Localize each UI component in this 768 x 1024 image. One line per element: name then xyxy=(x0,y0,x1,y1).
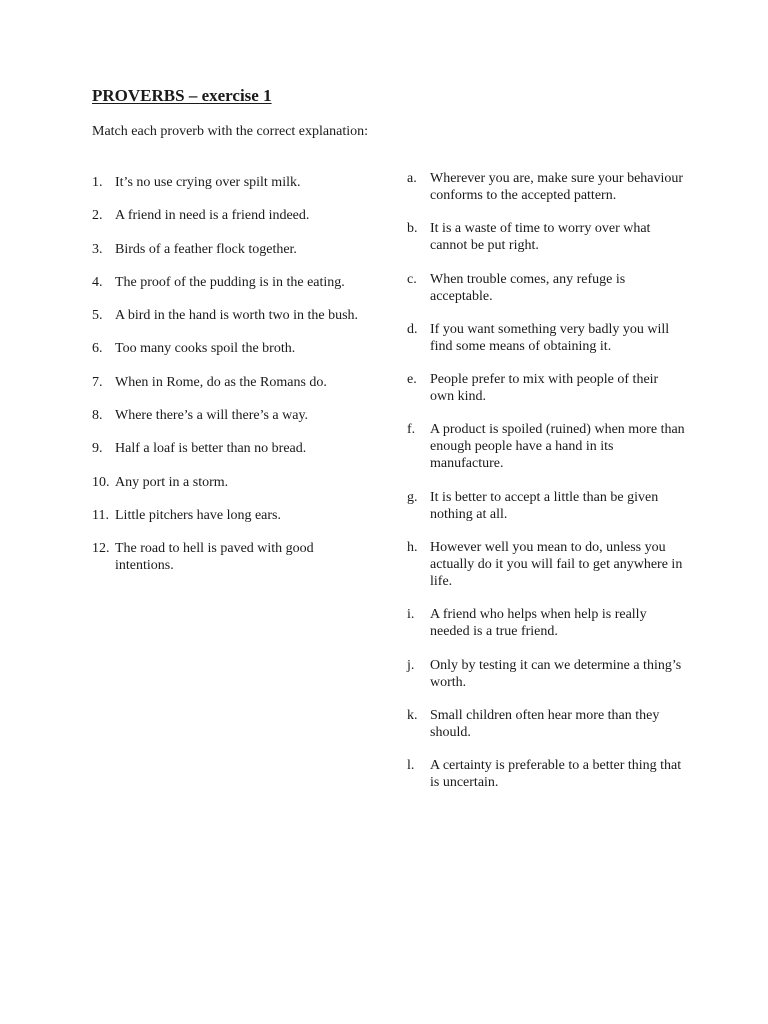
explanation-item xyxy=(407,220,685,254)
proverb-text: Any port in a storm. xyxy=(115,474,229,490)
explanation-item xyxy=(407,489,685,523)
explanation-text: When trouble comes, any refuge is acceptable. xyxy=(430,271,626,304)
proverb-text: When in Rome, do as the Romans do. xyxy=(115,374,327,390)
proverb-text: A friend in need is a friend indeed. xyxy=(115,208,310,224)
explanation-item xyxy=(407,170,685,204)
explanation-letter: a. xyxy=(407,171,417,186)
proverb-number: 11. xyxy=(92,507,109,523)
explanation-letter: l. xyxy=(407,758,415,774)
proverb-number: 2. xyxy=(92,208,103,224)
proverb-item xyxy=(92,540,360,574)
explanation-text: A certainty is preferable to a better thing that is uncertain. xyxy=(430,758,682,791)
proverb-text: A bird in the hand is worth two in the bush. xyxy=(115,308,359,324)
explanation-text: It is better to accept a little than be given nothing at all. xyxy=(430,489,659,522)
explanation-letter: g. xyxy=(407,489,418,505)
explanation-item xyxy=(407,657,685,691)
proverb-text: The road to hell is paved with good intentions. xyxy=(115,541,314,574)
explanation-item xyxy=(407,371,685,405)
explanation-letter: b. xyxy=(407,221,418,237)
explanation-letter: j. xyxy=(407,657,415,673)
proverb-item xyxy=(92,440,360,457)
explanation-text: Wherever you are, make sure your behaviour conforms to the accepted pattern. xyxy=(430,171,684,203)
explanation-text: A friend who helps when help is really needed is a true friend. xyxy=(430,607,647,640)
explanation-text: Only by testing it can we determine a thing’s worth. xyxy=(430,657,682,690)
explanation-item xyxy=(407,757,685,791)
proverb-text: Birds of a feather flock together. xyxy=(115,241,297,257)
explanation-letter: i. xyxy=(407,607,415,623)
proverb-number: 1. xyxy=(92,175,103,190)
explanation-text: If you want something very badly you will find some means of obtaining it. xyxy=(430,321,670,354)
proverb-number: 4. xyxy=(92,274,103,290)
proverb-item xyxy=(92,507,360,524)
proverb-item xyxy=(92,274,360,291)
proverb-item xyxy=(92,174,360,191)
proverb-item xyxy=(92,407,360,424)
proverb-item xyxy=(92,207,360,224)
explanation-item xyxy=(407,321,685,355)
explanation-list xyxy=(407,170,685,808)
explanation-item xyxy=(407,606,685,640)
proverb-item xyxy=(92,307,360,324)
proverb-item xyxy=(92,241,360,258)
explanation-letter: d. xyxy=(407,321,418,337)
proverb-number: 12. xyxy=(92,541,110,557)
proverb-number: 3. xyxy=(92,241,103,257)
proverb-number: 10. xyxy=(92,474,110,490)
proverb-text: It’s no use crying over spilt milk. xyxy=(115,175,301,190)
explanation-item xyxy=(407,421,685,472)
proverb-item xyxy=(92,340,360,357)
explanation-item xyxy=(407,539,685,590)
explanation-letter: f. xyxy=(407,422,416,438)
proverb-item xyxy=(92,474,360,491)
proverb-list xyxy=(92,174,360,591)
proverb-number: 9. xyxy=(92,441,103,457)
proverb-text: Little pitchers have long ears. xyxy=(115,507,281,523)
instruction-text: Match each proverb with the correct explanation: xyxy=(92,124,368,139)
page-title: PROVERBS – exercise 1 xyxy=(92,86,272,105)
explanation-letter: c. xyxy=(407,271,417,287)
explanation-text: A product is spoiled (ruined) when more than enough people have a hand in its manufacture. xyxy=(430,422,685,472)
explanation-text: It is a waste of time to worry over what cannot be put right. xyxy=(430,221,651,254)
explanation-text: People prefer to mix with people of their own kind. xyxy=(430,372,659,405)
proverb-number: 6. xyxy=(92,341,103,357)
proverb-item xyxy=(92,374,360,391)
proverb-number: 5. xyxy=(92,308,103,324)
proverb-number: 7. xyxy=(92,374,103,390)
explanation-letter: e. xyxy=(407,372,417,388)
proverb-text: Where there’s a will there’s a way. xyxy=(115,408,309,424)
proverb-text: Half a loaf is better than no bread. xyxy=(115,441,307,457)
explanation-text: Small children often hear more than they should. xyxy=(430,707,660,740)
explanation-letter: h. xyxy=(407,540,418,556)
explanation-item xyxy=(407,707,685,741)
explanation-text: However well you mean to do, unless you actually do it you will fail to get anywhere in life. xyxy=(430,540,683,590)
proverb-text: The proof of the pudding is in the eating. xyxy=(115,274,345,290)
explanation-item xyxy=(407,271,685,305)
explanation-letter: k. xyxy=(407,707,418,723)
proverb-number: 8. xyxy=(92,408,103,424)
proverb-text: Too many cooks spoil the broth. xyxy=(115,341,296,357)
